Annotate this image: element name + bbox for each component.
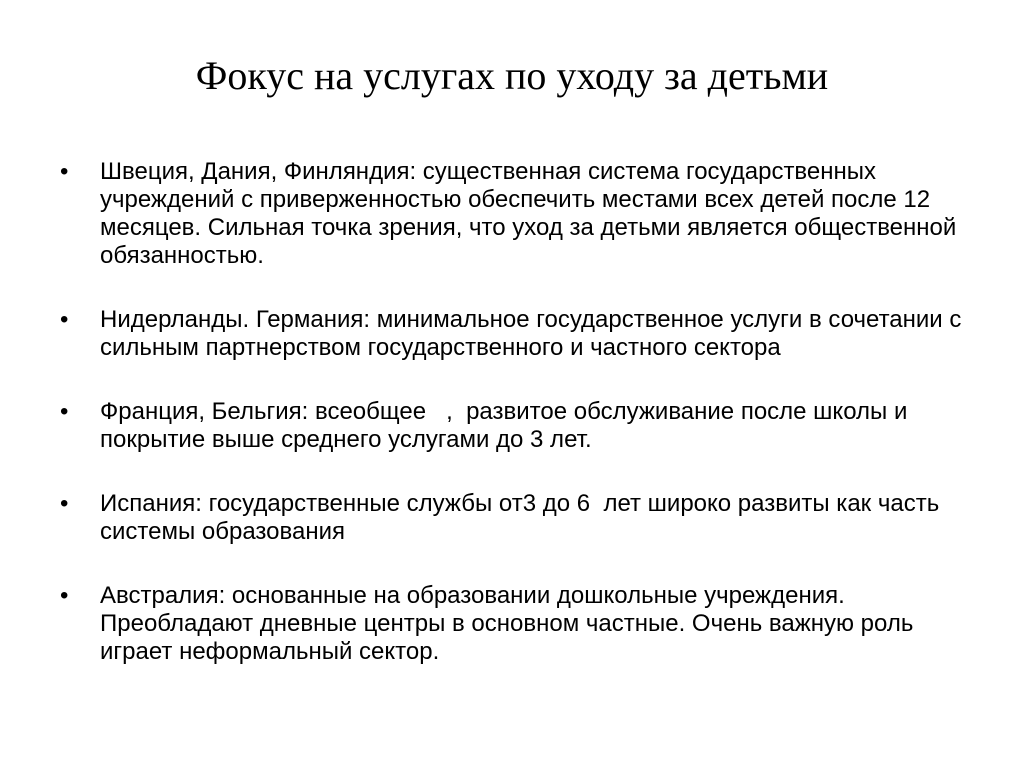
bullet-item-netherlands-germany (58, 306, 978, 362)
bullet-text: Швеция, Дания, Финляндия: существенная система государственных учреждений с приверженностью обеспечить местами всех детей после 12 месяцев. Сильная точка зрения, что уход за детьми является общественной обязанностью. (100, 158, 957, 269)
bullet-marker-icon: • (60, 398, 69, 425)
bullet-text: Франция, Бельгия: всеобщее , развитое обслуживание после школы и покрытие выше среднего услугами до 3 лет. (100, 398, 915, 453)
bullet-text: Нидерланды. Германия: минимальное государственное услуги в сочетании с сильным партнерством государственного и частного сектора (100, 306, 962, 361)
bullet-text: Испания: государственные службы от3 до 6 лет широко развиты как часть системы образования (100, 490, 946, 545)
bullet-marker-icon: • (60, 582, 69, 609)
bullet-item-sweden-denmark-finland (58, 158, 978, 270)
bullet-list (58, 158, 978, 702)
bullet-marker-icon: • (60, 306, 69, 333)
bullet-marker-icon: • (60, 490, 69, 517)
bullet-marker-icon: • (60, 158, 69, 185)
bullet-item-france-belgium (58, 398, 978, 454)
slide-title: Фокус на услугах по уходу за детьми (195, 53, 829, 98)
bullet-item-spain (58, 490, 978, 546)
bullet-text: Австралия: основанные на образовании дошкольные учреждения. Преобладают дневные центры в основном частные. Очень важную роль играет неформальный сектор. (100, 582, 914, 665)
bullet-item-australia (58, 582, 978, 666)
